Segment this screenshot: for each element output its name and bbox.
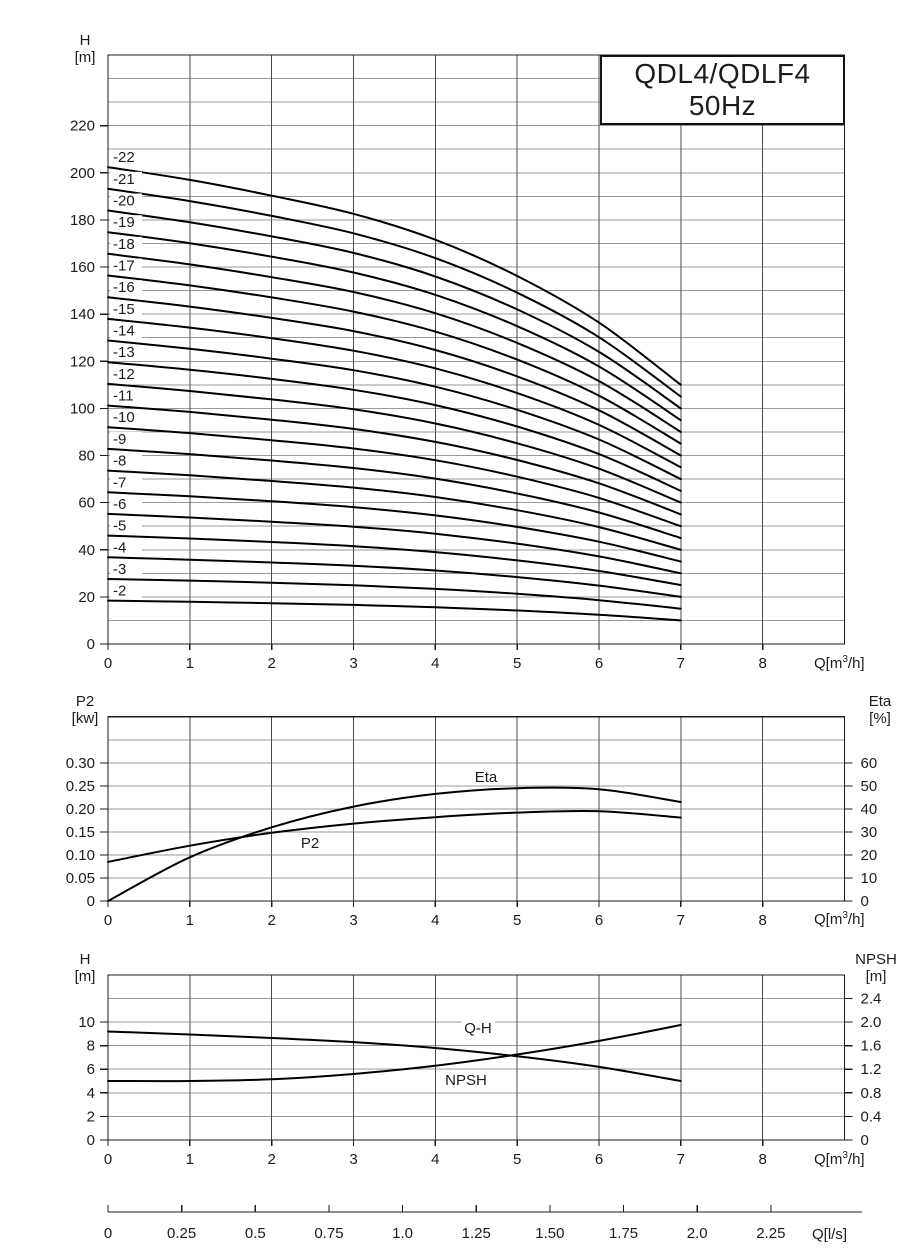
curve-NPSH xyxy=(108,1025,681,1081)
x-tick-label: 5 xyxy=(512,912,522,929)
unit-text: Q[m xyxy=(814,1151,843,1168)
power-chart-left-axis-label xyxy=(61,693,109,727)
x-tick-label: 1 xyxy=(185,655,195,672)
x-tick-label: 7 xyxy=(676,1151,686,1168)
npsh-chart-x-axis-unit xyxy=(814,1151,865,1169)
curve-label--13: -13 xyxy=(113,344,135,362)
x-tick-label: 4 xyxy=(431,655,440,672)
x-tick-label: 0 xyxy=(103,1151,113,1168)
x-tick-label: 6 xyxy=(594,655,604,672)
curve-label--10: -10 xyxy=(113,409,135,427)
chart-title-frequency: 50Hz xyxy=(688,90,757,121)
y-tick-label: 40 xyxy=(860,800,878,818)
y-tick-label: 100 xyxy=(69,400,95,418)
curve-label--2: -2 xyxy=(113,582,127,600)
y-tick-label: 2 xyxy=(86,1108,95,1126)
axis-label-symbol: H xyxy=(79,32,91,49)
plot-border xyxy=(108,975,845,1140)
ls-tick-label: 2.25 xyxy=(756,1225,786,1242)
curve-label--7: -7 xyxy=(113,474,127,492)
unit-text: /h] xyxy=(847,655,865,672)
curve--9 xyxy=(108,449,681,538)
chart-qh_npsh xyxy=(78,975,881,1168)
x-tick-label: 1 xyxy=(185,912,195,929)
ls-tick-label: 0.75 xyxy=(314,1225,344,1242)
superscript-3: 3 xyxy=(842,654,848,665)
ls-tick-label: 1.75 xyxy=(608,1225,639,1242)
y-tick-label: 40 xyxy=(78,541,95,559)
unit-text: Q[m xyxy=(814,911,843,928)
curve--11 xyxy=(108,406,681,515)
y-tick-label: 0 xyxy=(860,893,869,910)
x-tick-label: 2 xyxy=(267,655,276,672)
curves xyxy=(108,788,681,901)
y-tick-label: 50 xyxy=(860,777,878,795)
y-tick-label: 0 xyxy=(86,636,95,653)
left-axis-ticks xyxy=(66,755,108,910)
right-axis-ticks xyxy=(845,755,878,910)
y-tick-label: 220 xyxy=(69,117,95,135)
curve-labels xyxy=(445,1020,495,1089)
curve-label--17: -17 xyxy=(113,257,135,275)
x-axis-ticks xyxy=(104,644,767,672)
ls-tick-label: 1.25 xyxy=(461,1225,491,1242)
curve--4 xyxy=(108,557,681,597)
x-tick-label: 0 xyxy=(103,655,113,672)
y-tick-label: 1.2 xyxy=(860,1061,882,1079)
y-tick-label: 0.15 xyxy=(65,823,95,841)
x-tick-label: 7 xyxy=(676,912,686,929)
x-tick-label: 3 xyxy=(349,1151,358,1168)
curve-label--20: -20 xyxy=(113,192,135,210)
curve-label--14: -14 xyxy=(113,322,135,340)
x-tick-label: 5 xyxy=(512,655,522,672)
curve-labels xyxy=(298,769,503,852)
y-tick-label: 160 xyxy=(69,259,95,277)
left-axis-ticks xyxy=(78,1014,108,1149)
x-tick-label: 8 xyxy=(758,912,767,929)
x-tick-label: 2 xyxy=(267,1151,276,1168)
curve--12 xyxy=(108,384,681,503)
y-tick-label: 0 xyxy=(860,1132,869,1149)
curve-Q-H xyxy=(108,1032,681,1082)
curve-label--6: -6 xyxy=(113,495,127,513)
head-chart-y-axis-label xyxy=(61,32,109,66)
ls-tick-label: 0 xyxy=(103,1225,113,1242)
y-tick-label: 0.05 xyxy=(65,869,95,887)
y-tick-label: 0 xyxy=(86,1132,95,1149)
right-axis-ticks xyxy=(845,990,882,1149)
axis-label-symbol: H xyxy=(79,951,91,968)
y-tick-label: 0 xyxy=(86,893,95,910)
y-tick-label: 10 xyxy=(78,1014,95,1032)
y-tick-label: 10 xyxy=(860,869,878,887)
y-tick-label: 60 xyxy=(860,754,878,772)
x-tick-label: 0 xyxy=(103,912,113,929)
power-chart-x-axis-unit xyxy=(814,911,865,929)
y-tick-label: 0.4 xyxy=(860,1108,882,1126)
curve-label--3: -3 xyxy=(113,560,127,578)
curve-label--16: -16 xyxy=(113,279,135,297)
h-gridlines xyxy=(108,975,845,1140)
curve-label-NPSH: NPSH xyxy=(445,1072,487,1089)
unit-text: Q[m xyxy=(814,655,843,672)
y-tick-label: 60 xyxy=(78,494,95,512)
y-tick-label: 20 xyxy=(78,588,95,606)
axis-label-unit: [m] xyxy=(74,968,96,985)
ls-tick-label: 0.25 xyxy=(167,1225,197,1242)
y-tick-label: 80 xyxy=(78,447,95,465)
x-tick-label: 6 xyxy=(594,1151,604,1168)
axis-label-unit: [kw] xyxy=(71,710,99,727)
x-tick-label: 3 xyxy=(349,655,358,672)
curve--18 xyxy=(108,254,681,432)
x-tick-label: 4 xyxy=(431,1151,440,1168)
curve-label--8: -8 xyxy=(113,452,127,470)
y-tick-label: 180 xyxy=(69,211,95,229)
x-tick-label: 8 xyxy=(758,655,767,672)
unit-text: /h] xyxy=(847,1151,865,1168)
x-axis-ticks xyxy=(104,901,767,929)
curves xyxy=(108,167,681,620)
x-tick-label: 1 xyxy=(185,1151,195,1168)
h-gridlines xyxy=(108,717,845,901)
unit-text: Q[l/s] xyxy=(812,1226,848,1243)
unit-text: /h] xyxy=(847,911,865,928)
y-tick-label: 2.4 xyxy=(860,990,882,1008)
y-tick-label: 30 xyxy=(860,823,878,841)
npsh-chart-left-axis-label xyxy=(61,951,109,985)
superscript-3: 3 xyxy=(842,1150,848,1161)
curve--13 xyxy=(108,362,681,491)
y-tick-label: 120 xyxy=(69,353,95,371)
y-tick-label: 6 xyxy=(86,1061,95,1079)
curve-label-Eta: Eta xyxy=(474,769,498,786)
axis-label-unit: [m] xyxy=(865,968,887,985)
axis-label-unit: [%] xyxy=(869,710,891,727)
ls-tick-label: 0.5 xyxy=(244,1225,266,1242)
curves xyxy=(108,1025,681,1081)
chart-title-box xyxy=(600,55,845,125)
curve--6 xyxy=(108,514,681,573)
ls-tick-label: 1.0 xyxy=(392,1225,414,1242)
curve--2 xyxy=(108,601,681,621)
x-tick-label: 7 xyxy=(676,655,686,672)
x-tick-label: 4 xyxy=(431,912,440,929)
curve-label-Q-H: Q-H xyxy=(464,1020,492,1037)
power-chart-right-axis-label xyxy=(854,693,906,727)
liters-axis-unit xyxy=(812,1226,847,1244)
axis-label-symbol: NPSH xyxy=(855,951,897,968)
chart-power_eff xyxy=(66,717,877,929)
left-axis-ticks xyxy=(70,118,108,653)
curve-label--9: -9 xyxy=(113,430,127,448)
y-tick-label: 200 xyxy=(69,164,95,182)
curve-label--18: -18 xyxy=(113,235,135,253)
v-gridlines xyxy=(108,975,845,1140)
ls-tick-label: 1.50 xyxy=(535,1225,565,1242)
y-tick-label: 4 xyxy=(86,1084,95,1102)
y-tick-label: 0.20 xyxy=(65,800,95,818)
x-axis-ticks xyxy=(104,1140,767,1168)
y-tick-label: 20 xyxy=(860,846,878,864)
y-tick-label: 8 xyxy=(86,1037,95,1055)
x-tick-label: 3 xyxy=(349,912,358,929)
curve-label--19: -19 xyxy=(113,214,135,232)
y-tick-label: 0.25 xyxy=(65,777,95,795)
y-tick-label: 0.10 xyxy=(65,846,95,864)
y-tick-label: 1.6 xyxy=(860,1037,882,1055)
axis-label-unit: [m] xyxy=(74,49,96,66)
curve-label--21: -21 xyxy=(113,170,135,188)
curve-label--5: -5 xyxy=(113,517,127,535)
chart-head xyxy=(70,55,845,672)
curve-label--4: -4 xyxy=(113,539,127,557)
curve-label-P2: P2 xyxy=(300,835,320,852)
npsh-chart-right-axis-label xyxy=(846,951,906,985)
x-tick-label: 8 xyxy=(758,1151,767,1168)
y-tick-label: 140 xyxy=(69,306,95,324)
y-tick-label: 0.30 xyxy=(65,754,95,772)
curve-P2 xyxy=(108,811,681,862)
curve--22 xyxy=(108,167,681,385)
x-tick-label: 6 xyxy=(594,912,604,929)
curve-label--22: -22 xyxy=(113,149,135,167)
axis-label-symbol: P2 xyxy=(75,693,95,710)
x-tick-label: 2 xyxy=(267,912,276,929)
chart-title-model: QDL4/QDLF4 xyxy=(634,58,811,89)
x-tick-label: 5 xyxy=(512,1151,522,1168)
curve-label--15: -15 xyxy=(113,300,135,318)
head-chart-x-axis-unit xyxy=(814,655,865,673)
curve-label--11: -11 xyxy=(113,387,134,405)
curve-labels xyxy=(110,149,142,600)
curve--3 xyxy=(108,579,681,609)
superscript-3: 3 xyxy=(842,910,848,921)
curve-label--12: -12 xyxy=(113,365,135,383)
ls-tick-label: 2.0 xyxy=(686,1225,708,1242)
axis-label-symbol: Eta xyxy=(868,693,892,710)
liters-per-second-axis xyxy=(104,1205,862,1242)
y-tick-label: 0.8 xyxy=(860,1084,882,1102)
y-tick-label: 2.0 xyxy=(860,1014,882,1032)
